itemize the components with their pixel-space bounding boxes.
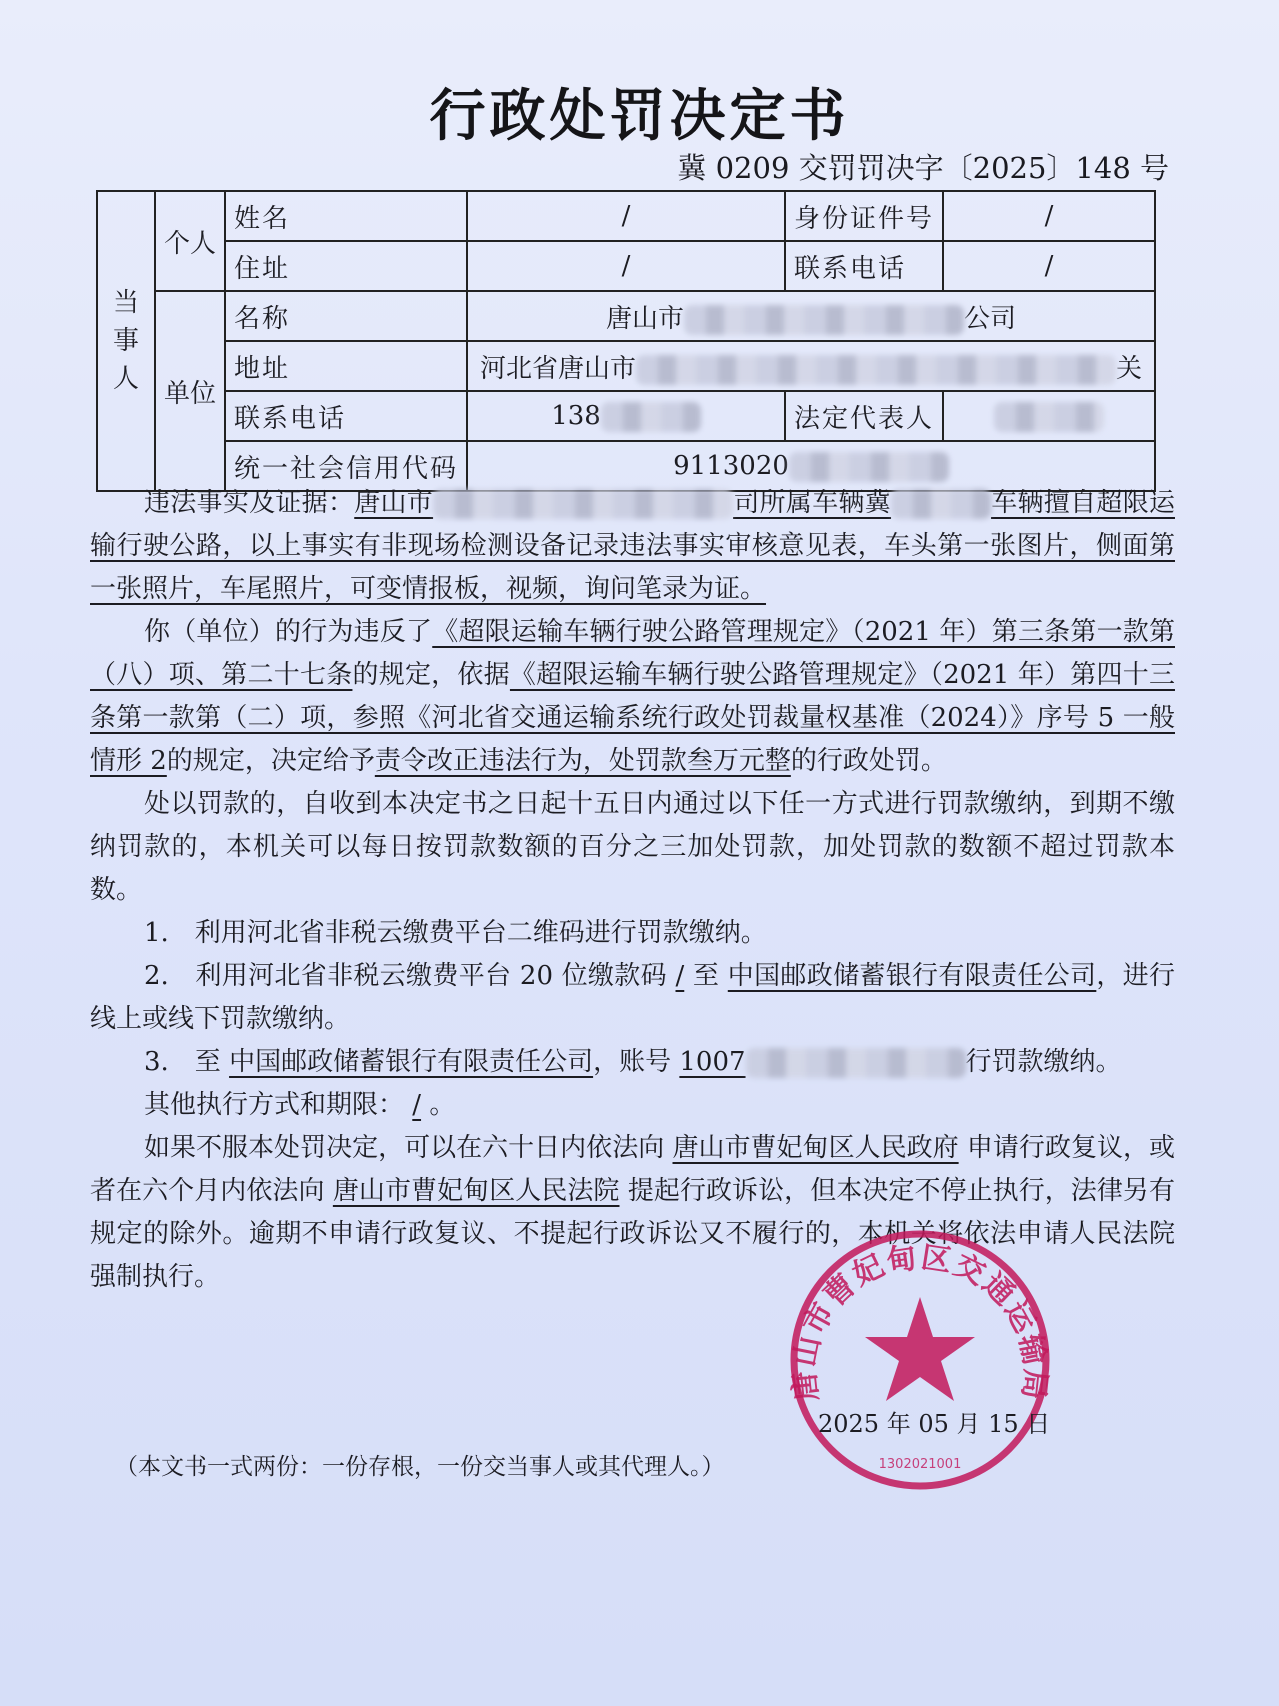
party-info-table xyxy=(96,190,1156,492)
seal-star-icon xyxy=(865,1297,975,1401)
address-label: 住址 xyxy=(225,241,467,291)
payment-method-1: 1. 利用河北省非税云缴费平台二维码进行罚款缴纳。 xyxy=(144,918,767,948)
legal-rep xyxy=(943,391,1155,441)
unit-phone-label: 联系电话 xyxy=(225,391,467,441)
payment-method-3: 3. 至 中国邮政储蓄银行有限责任公司，账号 1007 行罚款缴纳。 xyxy=(144,1047,1122,1077)
payment-intro: 处以罚款的，自收到本决定书之日起十五日内通过以下任一方式进行罚款缴纳，到期不缴纳罚款的，本机关可以每日按罚款数额的百分之三加处罚款，加处罚款的数额不超过罚款本数。 xyxy=(90,789,1175,905)
facts-paragraph: 违法事实及证据：唐山市 司所属车辆冀 车辆擅自超限运输行驶公路，以上事实有非现场检测设备记录违法事实审核意见表，车头第一张图片，侧面第一张照片，车尾照片，可变情报板，视频，询问笔录为证。 xyxy=(90,488,1175,604)
payment-methods xyxy=(90,912,1175,1084)
appeal-paragraph: 如果不服本处罚决定，可以在六十日内依法向 唐山市曹妃甸区人民政府 申请行政复议，或者在六个月内依法向 唐山市曹妃甸区人民法院 提起行政诉讼，但本决定不停止执行，法律另有规定的除外。逾期不申请行政复议、不提起行政诉讼又不履行的，本机关将依法申请人民法院强制执行。 xyxy=(90,1133,1175,1292)
redaction xyxy=(994,402,1104,432)
unit-address: 河北省唐山市 关 xyxy=(467,341,1155,391)
individual-phone: / xyxy=(943,241,1155,291)
credit-code: 9113020 xyxy=(467,441,1155,491)
unit-name: 唐山市 公司 xyxy=(467,291,1155,341)
legal-rep-label: 法定代表人 xyxy=(785,391,943,441)
individual-id: / xyxy=(943,191,1155,241)
redaction xyxy=(684,305,964,335)
redaction xyxy=(789,452,949,482)
document-number: 冀 0209 交罚罚决字〔2025〕148 号 xyxy=(677,151,1169,185)
unit-address-label: 地址 xyxy=(225,341,467,391)
redaction xyxy=(601,402,701,432)
name-label: 姓名 xyxy=(225,191,467,241)
individual-label: 个人 xyxy=(155,191,225,291)
redaction xyxy=(746,1048,966,1078)
redaction xyxy=(891,489,991,519)
document-title: 行政处罚决定书 xyxy=(429,84,850,149)
payment-method-2: 2. 利用河北省非税云缴费平台 20 位缴款码 / 至 中国邮政储蓄银行有限责任公司，进行线上或线下罚款缴纳。 xyxy=(90,961,1175,1034)
document-footer-note: （本文书一式两份：一份存根，一份交当事人或其代理人。） xyxy=(115,1454,725,1480)
official-seal xyxy=(780,1225,1060,1495)
individual-address: / xyxy=(467,241,785,291)
document-body xyxy=(90,482,1175,1299)
seal-code: 1302021001 xyxy=(878,1457,962,1472)
unit-name-label: 名称 xyxy=(225,291,467,341)
violation-paragraph: 你（单位）的行为违反了《超限运输车辆行驶公路管理规定》（2021 年）第三条第一款第（八）项、第二十七条的规定，依据《超限运输车辆行驶公路管理规定》（2021 年）第四十三条第一款第（二）项，参照《河北省交通运输系统行政处罚裁量权基准（2024）》序号 5 一般情形 2的规定，决定给予责令改正违法行为，处罚款叁万元整的行政处罚。 xyxy=(90,617,1175,776)
redaction xyxy=(433,489,733,519)
other-execution: 其他执行方式和期限： / 。 xyxy=(144,1090,456,1120)
redaction xyxy=(636,355,1116,385)
credit-code-label: 统一社会信用代码 xyxy=(225,441,467,491)
seal-text: 唐山市曹妃甸区交通运输局 xyxy=(787,1240,1053,1403)
individual-name: / xyxy=(467,191,785,241)
unit-label: 单位 xyxy=(155,291,225,491)
party-label: 当事人 xyxy=(97,191,155,491)
unit-phone: 138 xyxy=(467,391,785,441)
phone-label: 联系电话 xyxy=(785,241,943,291)
document-date: 2025 年 05 月 15 日 xyxy=(818,1410,1051,1438)
id-label: 身份证件号 xyxy=(785,191,943,241)
